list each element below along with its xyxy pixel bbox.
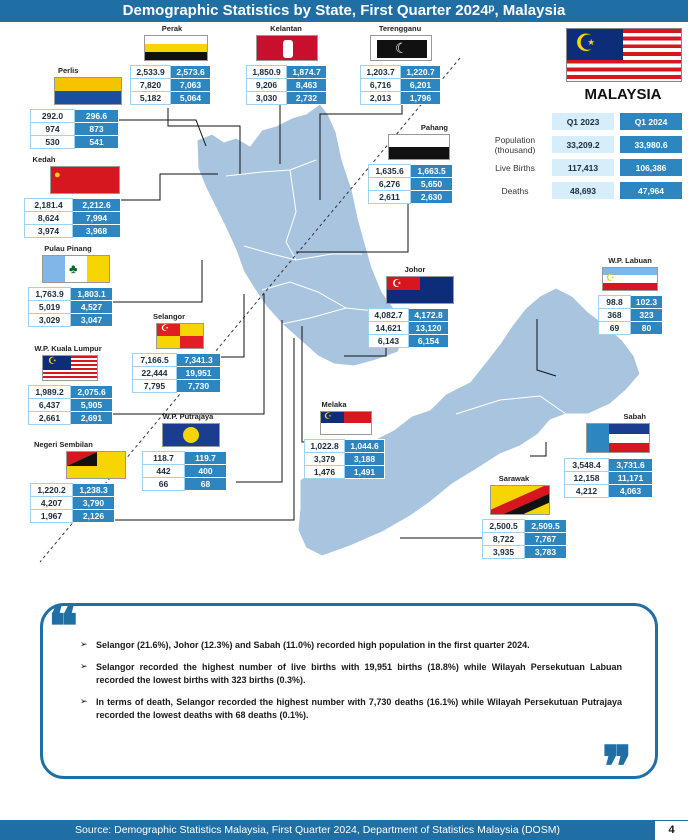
value-2024: 106,386 — [618, 157, 684, 178]
sarawak-flag-icon — [490, 485, 550, 515]
header-q1-2024: Q1 2024 — [618, 111, 684, 132]
value-2023: 6,437 — [29, 399, 71, 412]
stats-table — [360, 65, 441, 105]
value-2023: 2,500.5 — [483, 520, 525, 533]
value-2024: 1,238.3 — [73, 484, 115, 497]
value-2023: 1,763.9 — [29, 288, 71, 301]
star-crescent-icon: ☪ — [575, 30, 597, 57]
value-2024: 47,964 — [618, 180, 684, 201]
value-2023: 3,030 — [247, 92, 287, 105]
highlight-text: In terms of death, Selangor recorded the highest number with 7,730 deaths (16.1%) while Wilayah Persekutuan Putrajaya recorded the lowest deaths with 68 deaths (0.1%). — [96, 697, 622, 720]
state-wp-kuala-lumpur — [28, 344, 113, 425]
sabah-stats-table — [564, 458, 653, 498]
quote-open-icon: ❝ — [48, 594, 79, 660]
state-johor — [368, 265, 462, 348]
state-name: Perak — [161, 24, 183, 33]
value-2023: 48,693 — [550, 180, 616, 201]
value-2024: 3,047 — [71, 314, 113, 327]
melaka-flag-icon — [320, 411, 372, 435]
value-2023: 368 — [599, 309, 631, 322]
stats-table — [304, 439, 385, 479]
state-name: Kelantan — [270, 24, 302, 33]
value-2024: 2,630 — [411, 191, 453, 204]
value-2023: 3,935 — [483, 546, 525, 559]
value-2023: 118.7 — [143, 452, 185, 465]
value-2023: 1,022.8 — [305, 440, 345, 453]
value-2024: 19,951 — [177, 367, 221, 380]
stats-table — [598, 295, 663, 335]
sabah-flag-icon — [586, 423, 650, 453]
value-2023: 9,206 — [247, 79, 287, 92]
state-name: Negeri Sembilan — [34, 440, 93, 449]
stats-table — [142, 451, 227, 491]
value-2023: 2,611 — [369, 191, 411, 204]
value-2023: 4,082.7 — [369, 309, 409, 322]
stats-table — [28, 385, 113, 425]
value-2024: 102.3 — [631, 296, 663, 309]
state-name: Terengganu — [378, 24, 422, 33]
value-2023: 3,029 — [29, 314, 71, 327]
value-2024: 5,064 — [171, 92, 211, 105]
value-2023: 7,166.5 — [133, 354, 177, 367]
value-2024: 2,732 — [287, 92, 327, 105]
star-crescent-icon: ☪ — [48, 356, 57, 367]
stats-table — [130, 65, 211, 105]
stats-table — [368, 308, 449, 348]
stats-table — [132, 353, 221, 393]
value-2024: 1,663.5 — [411, 165, 453, 178]
page-number: 4 — [668, 824, 675, 836]
value-2024: 11,171 — [609, 472, 653, 485]
value-2024: 6,154 — [409, 335, 449, 348]
value-2023: 1,476 — [305, 466, 345, 479]
perak-flag-icon — [144, 35, 208, 61]
state-name: Kedah — [32, 155, 56, 164]
value-2024: 7,730 — [177, 380, 221, 393]
value-2023: 69 — [599, 322, 631, 335]
value-2023: 98.8 — [599, 296, 631, 309]
state-name: W.P. Putrajaya — [162, 412, 214, 421]
star-crescent-icon: ☪ — [392, 278, 402, 290]
value-2024: 68 — [185, 478, 227, 491]
state-sarawak — [482, 474, 567, 559]
value-2023: 66 — [143, 478, 185, 491]
state-melaka — [304, 400, 385, 479]
value-2024: 7,767 — [525, 533, 567, 546]
value-2024: 4,172.8 — [409, 309, 449, 322]
star-crescent-icon: ☪ — [324, 411, 333, 421]
arrow-bullet-icon: ➢ — [80, 639, 88, 649]
stats-table — [30, 109, 119, 149]
state-name: Pahang — [420, 123, 448, 132]
value-2024: 1,874.7 — [287, 66, 327, 79]
value-2024: 5,650 — [411, 178, 453, 191]
state-perlis — [30, 66, 122, 149]
header-q1-2023: Q1 2023 — [550, 111, 616, 132]
value-2023: 4,212 — [565, 485, 609, 498]
value-2023: 7,820 — [131, 79, 171, 92]
value-2024: 2,691 — [71, 412, 113, 425]
value-2024: 119.7 — [185, 452, 227, 465]
value-2023: 1,635.6 — [369, 165, 411, 178]
value-2024: 873 — [75, 123, 119, 136]
stats-table — [30, 483, 115, 523]
star-crescent-icon: ☪ — [161, 323, 170, 333]
perlis-flag-icon — [54, 77, 122, 105]
stats-table — [482, 519, 567, 559]
value-2024: 6,201 — [401, 79, 441, 92]
value-2024: 7,994 — [73, 212, 121, 225]
value-2023: 2,013 — [361, 92, 401, 105]
value-2023: 6,716 — [361, 79, 401, 92]
value-2024: 13,120 — [409, 322, 449, 335]
value-2024: 2,573.6 — [171, 66, 211, 79]
value-2024: 1,220.7 — [401, 66, 441, 79]
stats-table — [246, 65, 327, 105]
value-2023: 530 — [31, 136, 75, 149]
value-2023: 292.0 — [31, 110, 75, 123]
state-pulau-pinang — [28, 244, 113, 327]
state-perak — [130, 24, 214, 105]
stats-table — [24, 198, 121, 238]
state-terengganu — [360, 24, 441, 105]
palm-tree-icon: ♣ — [69, 261, 78, 276]
page-title: Demographic Statistics by State, First Quarter 2024ᵖ, Malaysia — [122, 2, 566, 19]
kedah-flag-icon — [50, 166, 120, 194]
pahang-flag-icon — [388, 134, 450, 160]
value-2023: 6,276 — [369, 178, 411, 191]
value-2024: 4,527 — [71, 301, 113, 314]
value-2024: 323 — [631, 309, 663, 322]
quote-close-icon: ❞ — [602, 734, 633, 800]
value-2024: 3,731.6 — [609, 459, 653, 472]
value-2023: 14,621 — [369, 322, 409, 335]
value-2024: 1,796 — [401, 92, 441, 105]
value-2024: 1,803.1 — [71, 288, 113, 301]
value-2023: 12,158 — [565, 472, 609, 485]
malaysia-stats-table — [480, 109, 686, 203]
value-2024: 2,126 — [73, 510, 115, 523]
row-label: Population (thousand) — [494, 134, 536, 155]
value-2023: 1,967 — [31, 510, 73, 523]
highlight-item — [80, 696, 622, 722]
value-2024: 33,980.6 — [618, 134, 684, 155]
value-2024: 296.6 — [75, 110, 119, 123]
value-2024: 5,905 — [71, 399, 113, 412]
arrow-bullet-icon: ➢ — [80, 661, 88, 671]
value-2024: 541 — [75, 136, 119, 149]
value-2023: 3,974 — [25, 225, 73, 238]
pulau-pinang-flag-icon — [42, 255, 110, 283]
value-2023: 2,661 — [29, 412, 71, 425]
value-2023: 2,533.9 — [131, 66, 171, 79]
value-2023: 8,624 — [25, 212, 73, 225]
highlights-list — [80, 639, 622, 731]
state-name: Pulau Pinang — [44, 244, 92, 253]
value-2024: 7,341.3 — [177, 354, 221, 367]
value-2023: 1,850.9 — [247, 66, 287, 79]
labuan-flag-icon — [602, 267, 658, 291]
arrow-bullet-icon: ➢ — [80, 696, 88, 706]
highlight-text: Selangor (21.6%), Johor (12.3%) and Sabah (11.0%) recorded high population in the first quarter 2024. — [96, 640, 530, 650]
value-2024: 2,212.6 — [73, 199, 121, 212]
state-name: Johor — [404, 265, 426, 274]
value-2024: 3,783 — [525, 546, 567, 559]
value-2023: 1,203.7 — [361, 66, 401, 79]
value-2024: 1,044.6 — [345, 440, 385, 453]
source-note: Source: Demographic Statistics Malaysia, First Quarter 2024, Department of Statistics Malaysia (DOSM) — [75, 824, 560, 836]
value-2023: 22,444 — [133, 367, 177, 380]
state-sabah — [586, 412, 650, 457]
state-wp-putrajaya — [142, 412, 234, 491]
value-2023: 7,795 — [133, 380, 177, 393]
value-2024: 1,491 — [345, 466, 385, 479]
state-pahang — [368, 123, 453, 204]
value-2023: 33,209.2 — [550, 134, 616, 155]
row-label: Deaths — [501, 185, 529, 196]
value-2023: 3,379 — [305, 453, 345, 466]
emblem-icon: ● — [54, 169, 61, 181]
value-2023: 974 — [31, 123, 75, 136]
state-kelantan — [246, 24, 327, 105]
value-2023: 1,220.2 — [31, 484, 73, 497]
value-2024: 2,075.6 — [71, 386, 113, 399]
value-2024: 3,188 — [345, 453, 385, 466]
state-wp-labuan — [598, 256, 663, 335]
malaysia-flag-icon — [566, 28, 682, 82]
value-2023: 5,019 — [29, 301, 71, 314]
state-name: Melaka — [321, 400, 347, 409]
state-name: Sarawak — [498, 474, 530, 483]
star-crescent-icon: ☪ — [606, 273, 615, 284]
stats-table — [368, 164, 453, 204]
kelantan-flag-icon — [256, 35, 318, 61]
negeri-sembilan-flag-icon — [66, 451, 126, 479]
selangor-flag-icon — [156, 323, 204, 349]
highlight-item — [80, 639, 622, 652]
value-2024: 3,790 — [73, 497, 115, 510]
value-2024: 2,509.5 — [525, 520, 567, 533]
value-2023: 6,143 — [369, 335, 409, 348]
state-name: Sabah — [623, 412, 646, 421]
state-name: Selangor — [152, 312, 186, 321]
value-2023: 5,182 — [131, 92, 171, 105]
value-2023: 442 — [143, 465, 185, 478]
kuala-lumpur-flag-icon — [42, 355, 98, 381]
malaysia-heading: MALAYSIA — [584, 86, 662, 103]
state-name: W.P. Kuala Lumpur — [34, 344, 102, 353]
putrajaya-flag-icon — [162, 423, 220, 447]
stats-table — [28, 287, 113, 327]
value-2024: 80 — [631, 322, 663, 335]
value-2023: 2,181.4 — [25, 199, 73, 212]
value-2023: 117,413 — [550, 157, 616, 178]
crescent-icon: ☾ — [395, 40, 408, 56]
terengganu-flag-icon — [370, 35, 432, 61]
value-2024: 8,463 — [287, 79, 327, 92]
value-2024: 7,063 — [171, 79, 211, 92]
johor-flag-icon — [386, 276, 454, 304]
state-selangor — [132, 312, 221, 393]
state-name: Perlis — [58, 66, 79, 75]
value-2023: 4,207 — [31, 497, 73, 510]
value-2023: 3,548.4 — [565, 459, 609, 472]
state-negeri-sembilan — [30, 440, 126, 523]
empty-header — [482, 111, 548, 132]
value-2024: 400 — [185, 465, 227, 478]
highlight-item — [80, 661, 622, 687]
value-2023: 1,989.2 — [29, 386, 71, 399]
value-2023: 8,722 — [483, 533, 525, 546]
highlight-text: Selangor recorded the highest number of live births with 19,951 births (18.8%) while Wilayah Persekutuan Labuan recorded the lowest births with 323 births (0.3%). — [96, 662, 622, 685]
state-name: W.P. Labuan — [608, 256, 652, 265]
value-2024: 4,063 — [609, 485, 653, 498]
row-label: Live Births — [495, 162, 535, 173]
state-kedah — [24, 155, 121, 238]
value-2024: 3,968 — [73, 225, 121, 238]
